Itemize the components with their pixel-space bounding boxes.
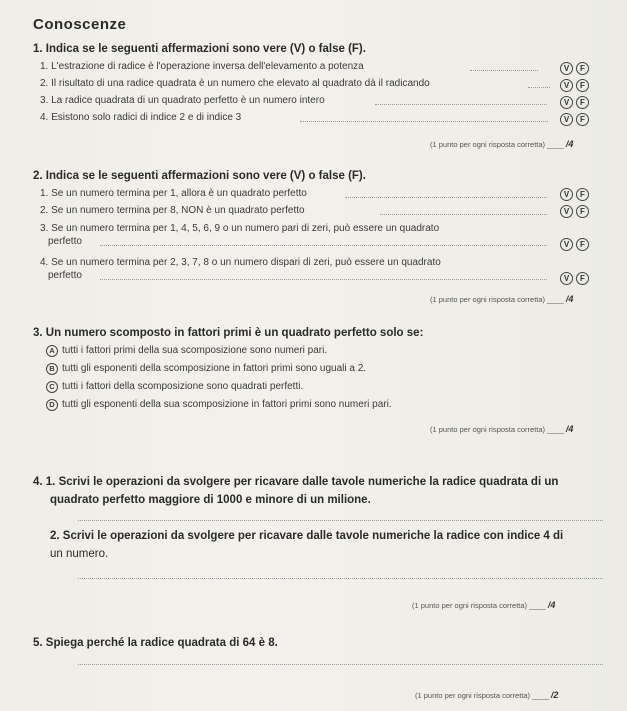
q5-header: 5. Spiega perché la radice quadrata di 64 è 8. (33, 637, 278, 649)
option-text: tutti gli esponenti della scomposizione in fattori primi sono uguali a 2. (62, 363, 367, 374)
q3-score-note: (1 punto per ogni risposta corretta) ____ /4 (430, 424, 574, 434)
score-text: (1 punto per ogni risposta corretta) (430, 295, 546, 304)
q3-option-b[interactable] (46, 363, 366, 375)
option-text: tutti i fattori primi della sua scomposizione sono numeri pari. (62, 345, 328, 356)
f-option[interactable]: F (576, 113, 589, 126)
v-option[interactable]: V (560, 62, 573, 75)
answer-dots (380, 214, 547, 215)
v-option[interactable]: V (560, 205, 573, 218)
q2-item-4-cont: perfetto (48, 270, 82, 281)
v-option[interactable]: V (560, 238, 573, 251)
f-option[interactable]: F (576, 79, 589, 92)
q2-item-4-vf[interactable] (557, 268, 589, 286)
option-letter: D (46, 399, 58, 411)
f-option[interactable]: F (576, 205, 589, 218)
score-text: (1 punto per ogni risposta corretta) (412, 601, 528, 610)
q2-header: 2. Indica se le seguenti affermazioni sono vere (V) o false (F). (33, 170, 366, 182)
answer-line[interactable] (78, 664, 603, 665)
q2-item-3-cont: perfetto (48, 236, 82, 247)
f-option[interactable]: F (576, 62, 589, 75)
score-max: /4 (565, 424, 574, 434)
score-text: (1 punto per ogni risposta corretta) (415, 691, 531, 700)
q2-item-3: 3. Se un numero termina per 1, 4, 5, 6, 9 o un numero pari di zeri, può essere un quadrato (40, 223, 440, 234)
score-text: (1 punto per ogni risposta corretta) (430, 140, 546, 149)
q4-header-1b: quadrato perfetto maggiore di 1000 e minore di un milione. (50, 494, 371, 506)
answer-dots (100, 279, 547, 280)
option-text: tutti gli esponenti della sua scomposizione in fattori primi sono numeri pari. (62, 399, 392, 410)
score-max: /4 (547, 600, 556, 610)
option-letter: A (46, 345, 58, 357)
q4-header-1: 4. 1. Scrivi le operazioni da svolgere per ricavare dalle tavole numeriche la radice quadrata di un (33, 476, 559, 488)
q1-item-2-vf[interactable] (557, 75, 589, 93)
score-text: (1 punto per ogni risposta corretta) (430, 425, 546, 434)
answer-dots (345, 197, 547, 198)
f-option[interactable]: F (576, 238, 589, 251)
q3-option-d[interactable] (46, 399, 392, 411)
f-option[interactable]: F (576, 188, 589, 201)
q2-item-1: 1. Se un numero termina per 1, allora è un quadrato perfetto (40, 188, 307, 199)
q4-score-note: (1 punto per ogni risposta corretta) ____ /4 (412, 600, 556, 610)
option-letter: C (46, 381, 58, 393)
page-title: Conoscenze (33, 16, 127, 33)
answer-dots (528, 87, 550, 88)
f-option[interactable]: F (576, 272, 589, 285)
option-text: tutti i fattori della scomposizione sono quadrati perfetti. (62, 381, 304, 392)
q1-item-1: 1. L'estrazione di radice è l'operazione inversa dell'elevamento a potenza (40, 61, 364, 72)
score-max: /4 (565, 139, 574, 149)
q3-header: 3. Un numero scomposto in fattori primi è un quadrato perfetto solo se: (33, 327, 424, 339)
score-max: /2 (550, 690, 559, 700)
q1-item-2: 2. Il risultato di una radice quadrata è un numero che elevato al quadrato dà il radicando (40, 78, 430, 89)
answer-dots (470, 70, 538, 71)
answer-dots (300, 121, 548, 122)
q2-item-4: 4. Se un numero termina per 2, 3, 7, 8 o un numero dispari di zeri, può essere un quadrato (40, 257, 441, 268)
q1-item-1-vf[interactable] (557, 58, 589, 76)
v-option[interactable]: V (560, 188, 573, 201)
q2-item-1-vf[interactable] (557, 184, 589, 202)
answer-dots (375, 104, 547, 105)
option-letter: B (46, 363, 58, 375)
q1-item-4-vf[interactable] (557, 109, 589, 127)
q3-option-c[interactable] (46, 381, 303, 393)
score-max: /4 (565, 294, 574, 304)
q4-header-2: 2. Scrivi le operazioni da svolgere per ricavare dalle tavole numeriche la radice con indice 4 di (50, 530, 564, 542)
answer-line[interactable] (78, 520, 603, 521)
q1-item-3: 3. La radice quadrata di un quadrato perfetto è un numero intero (40, 95, 325, 106)
q1-item-4: 4. Esistono solo radici di indice 2 e di indice 3 (40, 112, 242, 123)
q5-score-note: (1 punto per ogni risposta corretta) ____ /2 (415, 690, 559, 700)
q2-score-note: (1 punto per ogni risposta corretta) ____ /4 (430, 294, 574, 304)
v-option[interactable]: V (560, 113, 573, 126)
v-option[interactable]: V (560, 96, 573, 109)
q2-item-2: 2. Se un numero termina per 8, NON è un quadrato perfetto (40, 205, 305, 216)
answer-line[interactable] (78, 578, 603, 579)
q1-score-note: (1 punto per ogni risposta corretta) ____ /4 (430, 139, 574, 149)
q3-option-a[interactable] (46, 345, 327, 357)
answer-dots (100, 245, 547, 246)
q2-item-3-vf[interactable] (557, 234, 589, 252)
q4-header-2b: un numero. (50, 548, 109, 560)
q1-item-3-vf[interactable] (557, 92, 589, 110)
f-option[interactable]: F (576, 96, 589, 109)
v-option[interactable]: V (560, 272, 573, 285)
v-option[interactable]: V (560, 79, 573, 92)
q1-header: 1. Indica se le seguenti affermazioni sono vere (V) o false (F). (33, 43, 366, 55)
q2-item-2-vf[interactable] (557, 201, 589, 219)
